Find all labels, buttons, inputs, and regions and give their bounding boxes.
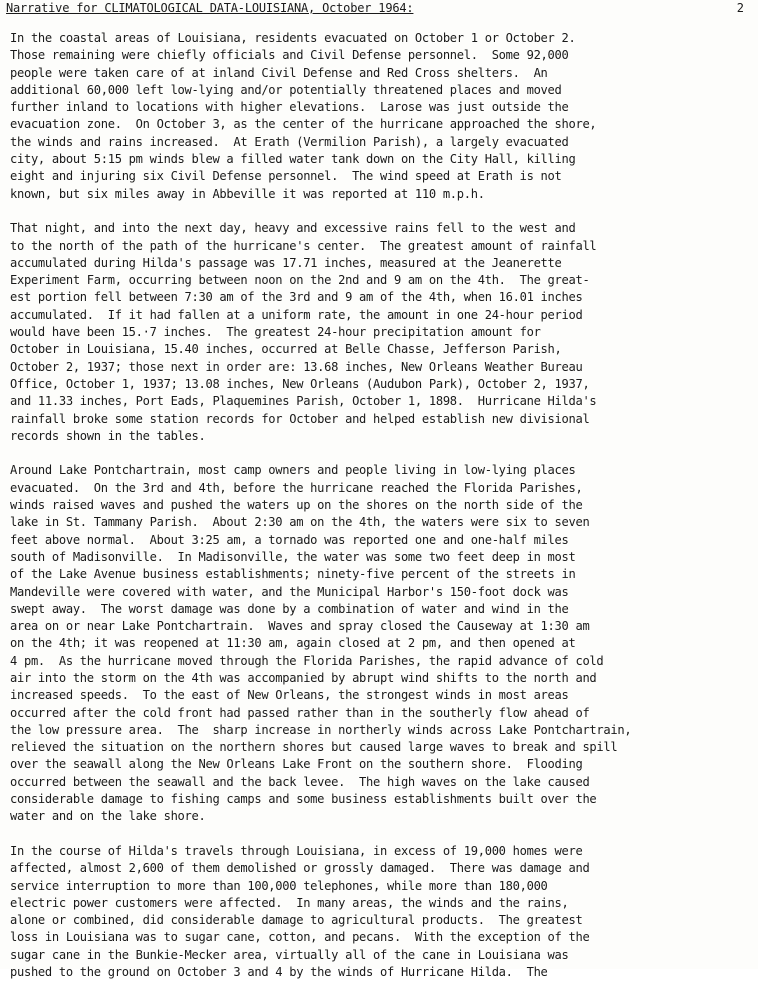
text-line: That night, and into the next day, heavy and excessive rains fell to the west and [10, 221, 576, 236]
text-line: feet above normal. About 3:25 am, a tornado was reported one and one-half miles [10, 532, 569, 547]
text-line: would have been 15.·7 inches. The greatest 24-hour precipitation amount for [10, 325, 541, 340]
text-line: over the seawall along the New Orleans Lake Front on the southern shore. Flooding [10, 757, 583, 772]
text-line: Office, October 1, 1937; 13.08 inches, New Orleans (Audubon Park), October 2, 1937, [10, 376, 590, 391]
text-line: Mandeville were covered with water, and the Municipal Harbor's 150-foot dock was [10, 584, 569, 599]
text-line: additional 60,000 left low-lying and/or potentially threatened places and moved [10, 82, 562, 97]
text-line: south of Madisonville. In Madisonville, the water was some two feet deep in most [10, 549, 576, 564]
text-line: service interruption to more than 100,000 telephones, while more than 180,000 [10, 878, 548, 893]
paragraph [10, 462, 752, 825]
text-line: on the 4th; it was reopened at 11:30 am, again closed at 2 pm, and then opened at [10, 636, 576, 651]
text-line: considerable damage to fishing camps and some business establishments built over the [10, 792, 597, 807]
text-line: increased speeds. To the east of New Orleans, the strongest winds in most areas [10, 688, 569, 703]
text-line: accumulated during Hilda's passage was 17.71 inches, measured at the Jeanerette [10, 255, 562, 270]
text-line: evacuation zone. On October 3, as the center of the hurricane approached the shore, [10, 117, 597, 132]
text-line: air into the storm on the 4th was accompanied by abrupt wind shifts to the north and [10, 670, 597, 685]
text-line: Those remaining were chiefly officials and Civil Defense personnel. Some 92,000 [10, 48, 569, 63]
text-line: eight and injuring six Civil Defense personnel. The wind speed at Erath is not [10, 169, 562, 184]
text-line: October in Louisiana, 15.40 inches, occurred at Belle Chasse, Jefferson Parish, [10, 342, 562, 357]
text-line: Experiment Farm, occurring between noon on the 2nd and 9 am on the 4th. The great- [10, 273, 590, 288]
text-line: swept away. The worst damage was done by a combination of water and wind in the [10, 601, 569, 616]
text-line: area on or near Lake Pontchartrain. Waves and spray closed the Causeway at 1:30 am [10, 619, 590, 634]
text-line: occurred after the cold front had passed rather than in the southerly flow ahead of [10, 705, 590, 720]
text-line: the low pressure area. The sharp increase in northerly winds across Lake Pontchartrain, [10, 722, 632, 737]
paragraph [10, 30, 752, 203]
text-line: affected, almost 2,600 of them demolished or grossly damaged. There was damage and [10, 861, 590, 876]
text-line: city, about 5:15 pm winds blew a filled water tank down on the City Hall, killing [10, 152, 576, 167]
text-line: rainfall broke some station records for October and helped establish new divisional [10, 411, 590, 426]
text-line: and 11.33 inches, Port Eads, Plaquemines Parish, October 1, 1898. Hurricane Hilda's [10, 394, 597, 409]
text-line: loss in Louisiana was to sugar cane, cotton, and pecans. With the exception of the [10, 930, 590, 945]
text-line: known, but six miles away in Abbeville it was reported at 110 m.p.h. [10, 186, 485, 201]
text-line: further inland to locations with higher elevations. Larose was just outside the [10, 100, 569, 115]
document-body [10, 30, 752, 999]
text-line: est portion fell between 7:30 am of the 3rd and 9 am of the 4th, when 16.01 inches [10, 290, 583, 305]
page-header [6, 0, 744, 18]
text-line: accumulated. If it had fallen at a uniform rate, the amount in one 24-hour period [10, 307, 583, 322]
text-line: electric power customers were affected. In many areas, the winds and the rains, [10, 895, 569, 910]
text-line: alone or combined, did considerable damage to agricultural products. The greatest [10, 913, 583, 928]
text-line: lake in St. Tammany Parish. About 2:30 am on the 4th, the waters were six to seven [10, 515, 590, 530]
text-line: of the Lake Avenue business establishments; ninety-five percent of the streets in [10, 567, 576, 582]
page-number: 2 [736, 1, 744, 15]
text-line: occurred between the seawall and the back levee. The high waves on the lake caused [10, 774, 590, 789]
text-line: people were taken care of at inland Civil Defense and Red Cross shelters. An [10, 65, 548, 80]
text-line: Around Lake Pontchartrain, most camp owners and people living in low-lying places [10, 463, 576, 478]
text-line: relieved the situation on the northern shores but caused large waves to break and spill [10, 740, 618, 755]
text-line: to the north of the path of the hurricane's center. The greatest amount of rainfall [10, 238, 597, 253]
text-line: records shown in the tables. [10, 428, 206, 443]
text-line: In the course of Hilda's travels through Louisiana, in excess of 19,000 homes were [10, 843, 583, 858]
paragraph [10, 843, 752, 981]
paragraph [10, 220, 752, 445]
document-title: Narrative for CLIMATOLOGICAL DATA-LOUISIANA, October 1964: [6, 1, 414, 15]
text-line: water and on the lake shore. [10, 809, 206, 824]
text-line: 4 pm. As the hurricane moved through the Florida Parishes, the rapid advance of cold [10, 653, 604, 668]
text-line: the winds and rains increased. At Erath (Vermilion Parish), a largely evacuated [10, 134, 569, 149]
text-line: In the coastal areas of Louisiana, residents evacuated on October 1 or October 2. [10, 31, 576, 45]
text-line: sugar cane in the Bunkie-Mecker area, virtually all of the cane in Louisiana was [10, 947, 569, 962]
text-line: evacuated. On the 3rd and 4th, before the hurricane reached the Florida Parishes, [10, 480, 583, 495]
text-line: winds raised waves and pushed the waters up on the shores on the north side of the [10, 498, 583, 513]
text-line: October 2, 1937; those next in order are: 13.68 inches, New Orleans Weather Bureau [10, 359, 583, 374]
text-line: pushed to the ground on October 3 and 4 by the winds of Hurricane Hilda. The [10, 965, 548, 980]
